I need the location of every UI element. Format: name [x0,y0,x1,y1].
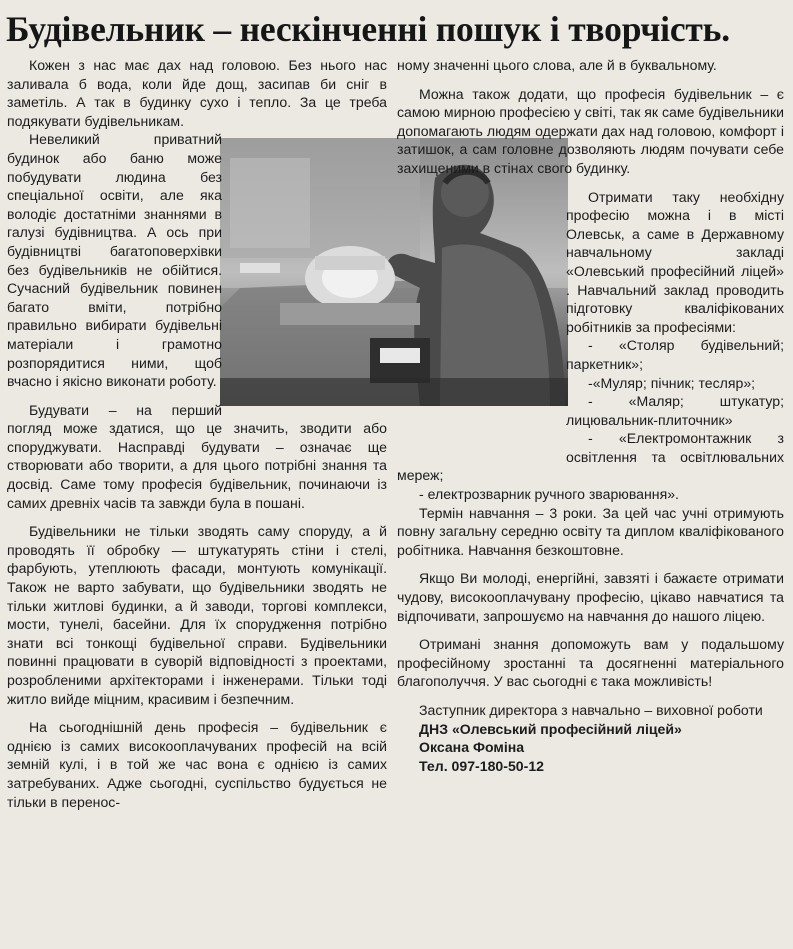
signature-phone: Тел. 097-180-50-12 [419,757,544,774]
paragraph: Термін навчання – 3 роки. За цей час учні отримують повну загальну середню освіту та диплом кваліфікованого робітника. Навчання безкоштовне. [397,504,784,558]
left-column [7,56,387,811]
list-item: - електрозварник ручного зварювання». [419,486,679,503]
paragraph: Будувати – на перший погляд може здатися, що це значить, зводити або споруджувати. Насправді будувати – означає ще створювати або творити, а для цього потрібні знання та досвід. Саме тому професія будівельник, починаючи із самих древніх часів та завжди була в пошані. [7,401,387,511]
signature-name: Оксана Фоміна [419,739,525,756]
paragraph: Отримані знання допоможуть вам у подальшому професійному зростанні та досягненні матеріального благополуччя. У вас сьогодні є така можливість! [397,636,784,690]
list-item: - «Електромонтажник з освітлення та освітлювальних мереж; [397,430,784,484]
paragraph: Кожен з нас має дах над головою. Без нього нас заливала б вода, коли йде дощ, засипав би сніг в заметіль. А так в будинку сухо і тепло. За це треба подякувати будівельникам. [7,57,387,129]
signature-org: ДНЗ «Олевський професійний ліцей» [419,720,682,737]
paragraph: Невеликий приватний будинок або баню може побудувати людина без спеціальної освіти, але яка володіє достатніми знаннями в галузі будівництва. А ось при будівництві багатоповерхівки без будівельників не обійтися. Сучасний будівельник повинен багато вміти, потрібно правильно вибирати будівельні матеріали і грамотно розпорядитися ними, щоб вчасно і якісно виконати роботу. [7,131,222,390]
signature-position: Заступник директора з навчально – виховної роботи [419,702,763,718]
paragraph: Отримати таку необхідну професію можна і в місті Олевськ, а саме в Державному навчальному закладі «Олевський професійний ліцей» . Навчальний заклад проводить підготовку кваліфікованих робітників за професіями: [566,188,784,335]
article-headline: Будівельник – нескінченні пошук і творчість. [6,9,730,49]
right-column [397,56,784,775]
paragraph: Можна також додати, що професія будівельник – є самою мирною професією у світі, так як саме будівельники допомагають людям одержати дах над головою, комфорт і затишок, а сам головне дозволяють людям почувати себе захищеними в стінах свого будинку. [397,85,784,176]
list-item: -«Муляр; пічник; тесляр»; [588,374,756,391]
paragraph: Якщо Ви молоді, енергійні, завзяті і бажаєте отримати чудову, високооплачувану професію, цікаво навчатися та відпочивати, запрошуємо на навчання до нашого ліцею. [397,570,784,624]
paragraph: На сьогоднішній день професія – будівельник є однією із самих високооплачуваних професій на всій земній кулі, і в той же час вона є однією із самих затребуваних. Адже сьогодні, суспільство будується не тільки в переноc- [7,719,387,810]
paragraph: Будівельники не тільки зводять саму споруду, а й проводять її обробку — штукатурять стіни і стелі, фарбують, утеплюють фасади, монтують комунікації. Також не варто забувати, що будівельники зводять не тільки житлові будинки, а й заводи, торгові комплекси, мости, тунелі, басейни. Для їх спорудження потрібно знати всі тонкощі будівельної справи. Будівельники повинні працювати в суворій відповідності з проектами, розробленими архітекторами і інженерами. Тільки тоді житло вийде міцним, красивим і безпечним. [7,523,387,707]
paragraph: ному значенні цього слова, але й в буквальному. [397,57,717,73]
list-item: - «Маляр; штукатур; лицювальник-плиточник» [566,393,784,428]
list-item: - «Столяр будівельний; паркетник»; [566,337,784,372]
